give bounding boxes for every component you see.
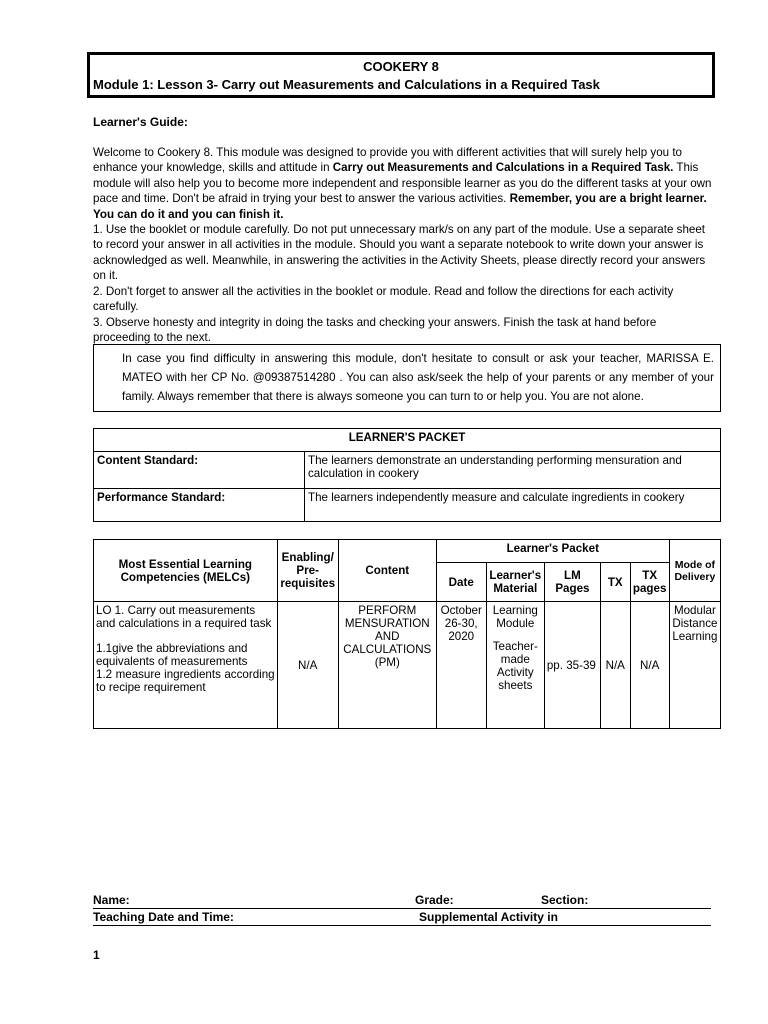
intro-bold-encouragement: Remember, you are a bright learner. You can do it and you can finish it. bbox=[93, 192, 707, 221]
melc-table bbox=[93, 539, 721, 729]
instruction-2: 2. Don't forget to answer all the activities in the booklet or module. Read and follow the directions for each activity carefully. bbox=[93, 285, 674, 314]
performance-standard-value: The learners independently measure and calculate ingredients in cookery bbox=[305, 489, 721, 522]
header-learners-material: Learner's Material bbox=[486, 563, 544, 602]
content-standard-label: Content Standard: bbox=[94, 452, 305, 489]
header-content: Content bbox=[338, 540, 436, 602]
learners-packet-table bbox=[93, 428, 721, 522]
content-standard-value: The learners demonstrate an understanding performing mensuration and calculation in cookery bbox=[305, 452, 721, 489]
header-mode: Mode of Delivery bbox=[669, 540, 720, 602]
header-enabling: Enabling/ Pre-requisites bbox=[277, 540, 338, 602]
performance-standard-label: Performance Standard: bbox=[94, 489, 305, 522]
intro-paragraph bbox=[93, 145, 713, 222]
competency-2: 1.2 measure ingredients according to recipe requirement bbox=[96, 668, 275, 694]
teaching-rule bbox=[93, 925, 711, 926]
date-value: October 26-30, 2020 bbox=[436, 602, 486, 729]
header-melcs: Most Essential Learning Competencies (MELCs) bbox=[94, 540, 278, 602]
document-title: COOKERY 8 bbox=[363, 59, 439, 74]
competency-1: 1.1give the abbreviations and equivalents of measurements bbox=[96, 642, 248, 668]
instruction-3: 3. Observe honesty and integrity in doing the tasks and checking your answers. Finish the task at hand before proceeding to the next. bbox=[93, 316, 657, 345]
material-activity-sheets: Teacher-made Activity sheets bbox=[492, 640, 538, 692]
mode-value: Modular Distance Learning bbox=[669, 602, 720, 729]
header-lm-pages: LM Pages bbox=[544, 563, 600, 602]
header-date: Date bbox=[436, 563, 486, 602]
intro-text-2: This module will also help you to become more independent and responsible learner as you do the different tasks at your own pace and time. Don't be afraid in trying your best to answer the various activities. bbox=[93, 161, 712, 206]
title-box bbox=[87, 52, 715, 98]
lo-text: LO 1. Carry out measurements and calculations in a required task bbox=[96, 604, 272, 630]
grade-label: Grade: bbox=[415, 893, 454, 907]
tx-value: N/A bbox=[600, 602, 630, 729]
content-value: PERFORM MENSURATION AND CALCULATIONS (PM) bbox=[338, 602, 436, 729]
learners-material-cell bbox=[486, 602, 544, 729]
packet-title: LEARNER'S PACKET bbox=[94, 429, 721, 452]
help-box: In case you find difficulty in answering this module, don't hesitate to consult or ask your teacher, MARISSA E. MATEO with her CP No. @09387514280 . You can also ask/seek the help of your parents or any member of your family. Always remember that there is always someone you can turn to or help you. You are not alone. bbox=[93, 344, 721, 412]
teaching-date-label: Teaching Date and Time: bbox=[93, 910, 234, 924]
instruction-1: 1. Use the booklet or module carefully. Do not put unnecessary mark/s on any part of the module. Use a separate sheet to record your answer in all activities in the module. Should you want a separate notebook to write down your answer is acknowledged as well. Meanwhile, in answering the activities in the Activity Sheets, please directly record your answers on it. bbox=[93, 223, 706, 283]
learners-guide-heading: Learner's Guide: bbox=[93, 115, 188, 129]
melc-cell bbox=[94, 602, 278, 729]
tx-pages-value: N/A bbox=[630, 602, 669, 729]
supplemental-label: Supplemental Activity in bbox=[419, 910, 558, 924]
material-module: Learning Module bbox=[492, 604, 538, 630]
header-tx-pages: TX pages bbox=[630, 563, 669, 602]
name-label: Name: bbox=[93, 893, 130, 907]
section-label: Section: bbox=[541, 893, 589, 907]
page-number: 1 bbox=[93, 948, 100, 962]
module-subtitle: Module 1: Lesson 3- Carry out Measurements and Calculations in a Required Task bbox=[93, 77, 600, 92]
enabling-value: N/A bbox=[277, 602, 338, 729]
header-learners-packet: Learner's Packet bbox=[436, 540, 669, 563]
intro-bold-topic: Carry out Measurements and Calculations in a Required Task. bbox=[332, 161, 674, 175]
name-rule bbox=[93, 908, 711, 909]
header-tx: TX bbox=[600, 563, 630, 602]
intro-text-1: Welcome to Cookery 8. This module was designed to provide you with different activities that will surely help you to enhance your knowledge, skills and attitude in bbox=[93, 146, 682, 175]
lm-pages-value: pp. 35-39 bbox=[544, 602, 600, 729]
